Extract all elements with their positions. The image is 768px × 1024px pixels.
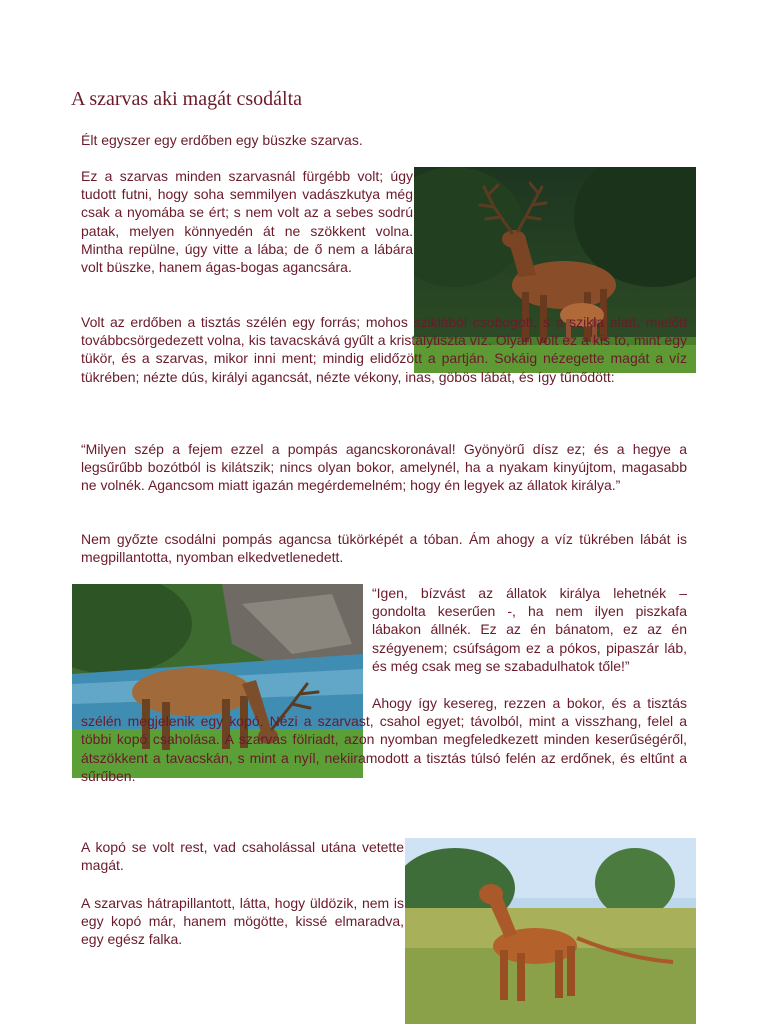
page-title: A szarvas aki magát csodálta: [71, 88, 303, 110]
dog-image: [405, 838, 696, 1024]
paragraph-2: Ez a szarvas minden szarvasnál fürgébb volt; úgy tudott futni, hogy soha semmilyen vadászkutya még csak a nyomába se ért; s nem volt az a sebes sodrú patak, melyen könnyedén át ne szökkent volna. Mintha repülne, úgy vitte a lába; de ő nem a lábára volt büszke, hanem ágas-bogas agancsára.: [81, 168, 413, 276]
paragraph-9: A szarvas hátrapillantott, látta, hogy üldözik, nem is egy kopó már, hanem mögötte, kissé elmaradva, egy egész falka.: [81, 895, 404, 948]
paragraph-5: Nem győzte csodálni pompás agancsa tükörképét a tóban. Ám ahogy a víz tükrében lábát is megpillantotta, nyomban elkedvetlenedett.: [81, 531, 687, 566]
paragraph-1: Élt egyszer egy erdőben egy büszke szarvas.: [81, 132, 363, 148]
paragraph-4: “Milyen szép a fejem ezzel a pompás agancskoronával! Gyönyörű dísz ez; és a hegye a legsűrűbb bozótból is kilátszik; nincs olyan bokor, amelynél, ha a nyakam kinyújtom, magasabb ne volnék. Agancsom miatt igazán megérdemelném; hogy én legyek az állatok királya.”: [81, 441, 687, 494]
paragraph-7: Ahogy így kesereg, rezzen a bokor, és a tisztás szélén megjelenik egy kopó. Nézi a szarvast, csahol egyet; távolból, mint a visszhang, felel a többi kopó csaholása. A szarvas fölriadt, azon nyomban megfeledkezett minden keserűségéről, átszökkent a tavacskán, s mint a nyíl, nekiiramodott a tisztás túlsó felén az erdőnek, és eltűnt a sűrűben.: [81, 695, 687, 784]
paragraph-6: “Igen, bízvást az állatok királya lehetnék – gondolta keserűen -, ha nem ilyen piszkafa lábakon állnék. Ez az én bánatom, ez az én szégyenem; csúfságom ez a pókos, pipaszár láb, és még csak meg se szabadulhatok tőle!”: [372, 585, 687, 674]
paragraph-8: A kopó se volt rest, vad csaholással utána vetette magát.: [81, 839, 404, 874]
paragraph-3: Volt az erdőben a tisztás szélén egy forrás; mohos sziklából csobogott, s a szikla alatt, mielőtt továbbcsörgedezett volna, kis tavacskává gyűlt a kristálytiszta víz. Olyan volt ez a kis tó, mint egy tükör, és a szarvas, mikor inni ment; mindig elidőzött a partján. Sokáig nézegette magát a víz tükrében; nézte dús, királyi agancsát, nézte vékony, inas, göbös lábát, és így tűnődött:: [81, 314, 687, 385]
